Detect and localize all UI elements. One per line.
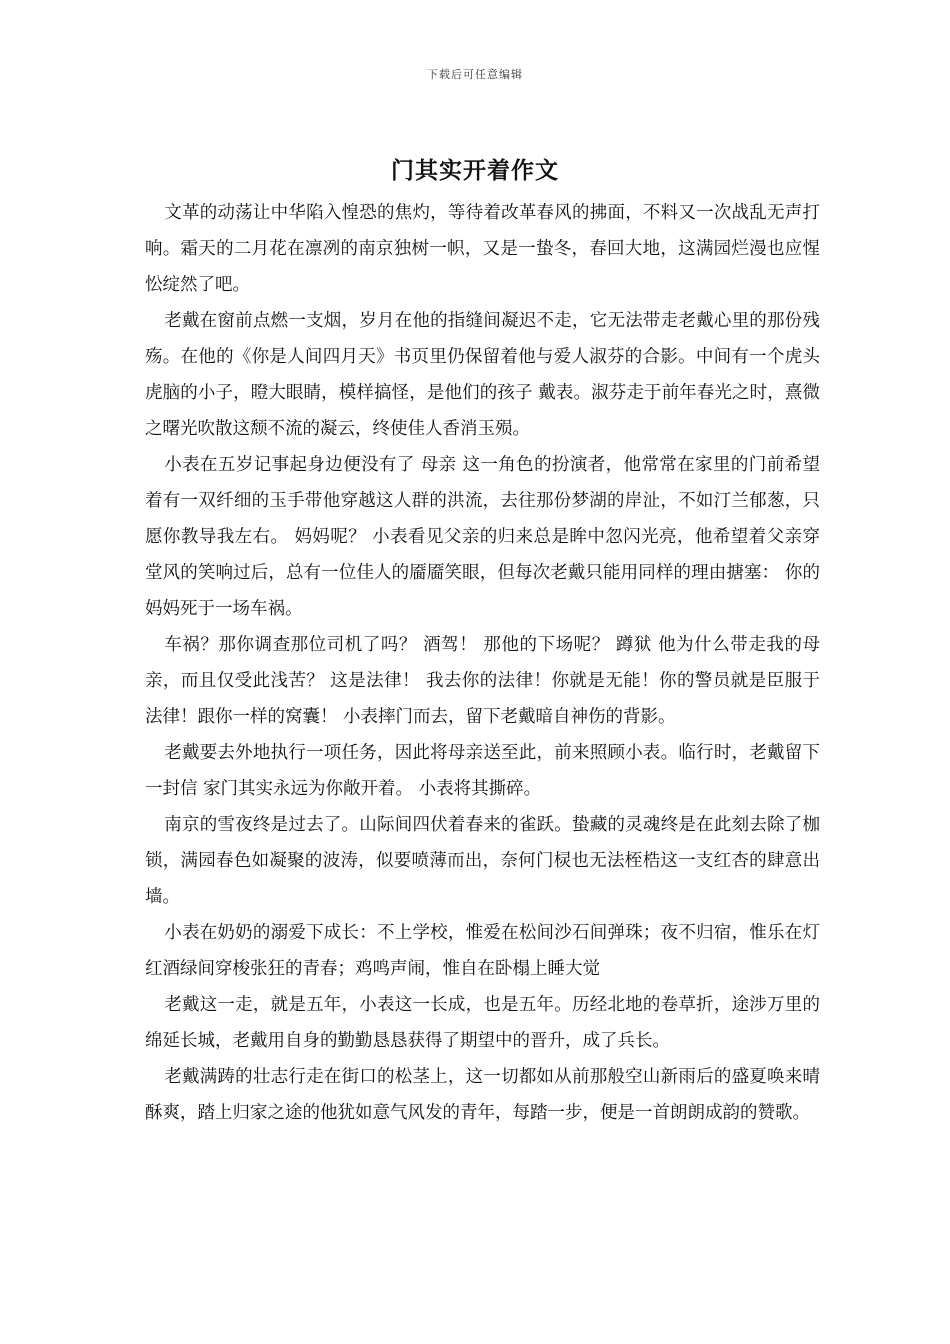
document-title: 门其实开着作文 [391,157,559,184]
paragraph: 小表在五岁记事起身边便没有了 母亲 这一角色的扮演者，他常常在家里的门前希望着有一双纤细的玉手带他穿越这人群的洪流，去往那份梦湖的岸沚，不如汀兰郁葱，只愿你教导我左右。 妈妈呢？ 小表看见父亲的归来总是眸中忽闪光亮，他希望着父亲穿堂风的笑响过后，总有一位佳人的靥靥笑眼，但每次老戴只能用同样的理由搪塞： 你的妈妈死于一场车祸。 [145,455,820,619]
paragraph: 文革的动荡让中华陷入惶恐的焦灼，等待着改革春风的拂面，不料又一次战乱无声打响。霜天的二月花在凛冽的南京独树一帜，又是一蛰冬，春回大地，这满园烂漫也应惺忪绽然了吧。 [145,203,820,295]
paragraph: 老戴在窗前点燃一支烟，岁月在他的指缝间凝迟不走，它无法带走老戴心里的那份残殇。在他的《你是人间四月天》书页里仍保留着他与爱人淑芬的合影。中间有一个虎头虎脑的小子，瞪大眼睛，模样搞怪，是他们的孩子 戴表。淑芬走于前年春光之时，熹微之曙光吹散这颓不流的凝云，终使佳人香消玉殒。 [145,311,820,439]
paragraph: 老戴满踌的壮志行走在街口的松茎上，这一切都如从前那般空山新雨后的盛夏唤来晴酥爽，踏上归家之途的他犹如意气风发的青年，每踏一步，便是一首朗朗成韵的赞歌。 [145,1067,820,1123]
paragraph: 南京的雪夜终是过去了。山际间四伏着春来的雀跃。蛰藏的灵魂终是在此刻去除了枷锁，满园春色如凝聚的波涛，似要喷薄而出，奈何门棂也无法桎梏这一支红杏的肆意出墙。 [145,815,820,907]
paragraph: 老戴这一走，就是五年，小表这一长成，也是五年。历经北地的卷草折，途涉万里的绵延长城，老戴用自身的勤勤恳恳获得了期望中的晋升，成了兵长。 [145,995,820,1051]
paragraph: 小表在奶奶的溺爱下成长：不上学校，惟爱在松间沙石间弹珠；夜不归宿，惟乐在灯红酒绿间穿梭张狂的青春；鸡鸣声闹，惟自在卧榻上睡大觉 [145,923,820,979]
paragraph: 车祸？那你调查那位司机了吗？ 酒驾！ 那他的下场呢？ 蹲狱 他为什么带走我的母亲，而且仅受此浅苦？ 这是法律！ 我去你的法律！你就是无能！你的警员就是臣服于法律！跟你一样的窝囊！ 小表摔门而去，留下老戴暗自神伤的背影。 [145,635,820,727]
paragraph: 老戴要去外地执行一项任务，因此将母亲送至此，前来照顾小表。临行时，老戴留下一封信 家门其实永远为你敞开着。 小表将其撕碎。 [145,743,820,799]
header-note: 下载后可任意编辑 [427,68,523,81]
document-body [145,195,820,1131]
